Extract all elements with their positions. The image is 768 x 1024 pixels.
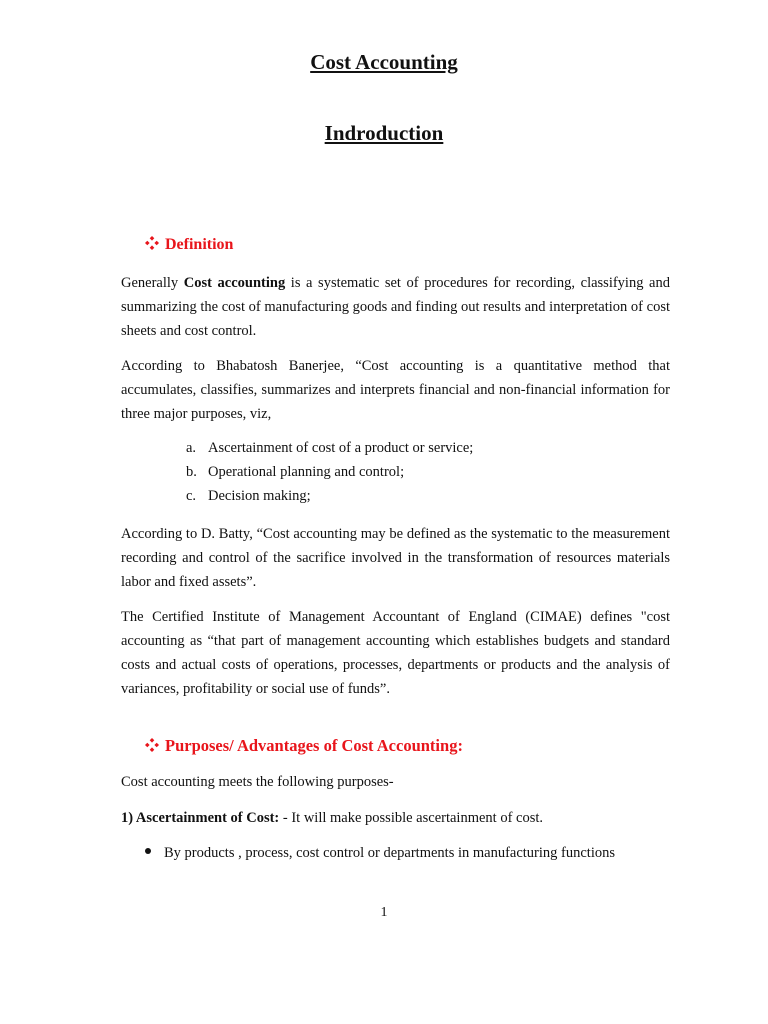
- purposes-list: [186, 436, 473, 508]
- list-item-text: Ascertainment of cost of a product or service;: [208, 440, 474, 456]
- purpose-item-1-title: 1) Ascertainment of Cost:: [121, 810, 280, 826]
- definition-paragraph-1-term: Cost accounting: [183, 275, 286, 291]
- list-item-marker: b.: [186, 464, 197, 480]
- document-subtitle: Indroduction: [324, 121, 444, 145]
- list-item: [186, 436, 473, 460]
- list-item-text: Decision making;: [208, 488, 311, 504]
- definition-paragraph-1-rest: is a systematic set of procedures for recording, classifying and summarizing the cost of manufacturing goods and finding out results and interpretation of cost sheets and cost control.: [121, 275, 670, 339]
- page-number: 1: [380, 905, 388, 920]
- purpose-item-1-text: - It will make possible ascertainment of cost.: [279, 810, 544, 826]
- definition-paragraph-2: According to Bhabatosh Banerjee, “Cost accounting is a quantitative method that accumulates, classifies, summarizes and interprets financial and non-financial information for three major purposes, viz,: [121, 358, 670, 422]
- document-title: Cost Accounting: [310, 50, 458, 74]
- diamond-bullet-icon: [145, 738, 159, 752]
- purpose-item-1: [121, 806, 670, 830]
- section-heading-purposes-label: Purposes/ Advantages of Cost Accounting:: [165, 736, 463, 755]
- definition-paragraph-batty: According to D. Batty, “Cost accounting may be defined as the systematic to the measurement recording and control of the sacrifice involved in the transformation of resources materials labor and fixed assets”.: [121, 526, 670, 590]
- list-item-marker: a.: [186, 440, 197, 456]
- section-heading-definition-label: Definition: [165, 236, 234, 253]
- list-item-marker: c.: [186, 488, 197, 504]
- purpose-bullet-text: By products , process, cost control or departments in manufacturing functions: [164, 845, 616, 861]
- purposes-intro: Cost accounting meets the following purposes-: [121, 774, 394, 790]
- definition-paragraph-1-lead: Generally: [121, 275, 184, 291]
- list-item: [186, 484, 473, 508]
- diamond-bullet-icon: [145, 236, 159, 250]
- definition-paragraph-1: [121, 271, 670, 343]
- purpose-bullet: [145, 841, 615, 865]
- list-item: [186, 460, 473, 484]
- bullet-dot-icon: [145, 848, 151, 854]
- section-heading-definition: [145, 236, 233, 254]
- section-heading-purposes: [145, 736, 463, 756]
- list-item-text: Operational planning and control;: [208, 464, 405, 480]
- definition-paragraph-cimae: The Certified Institute of Management Accountant of England (CIMAE) defines "cost accounting as “that part of management accounting which establishes budgets and standard costs and actual costs of operations, processes, departments or products and the analysis of variances, profitability or social use of funds”.: [121, 609, 670, 697]
